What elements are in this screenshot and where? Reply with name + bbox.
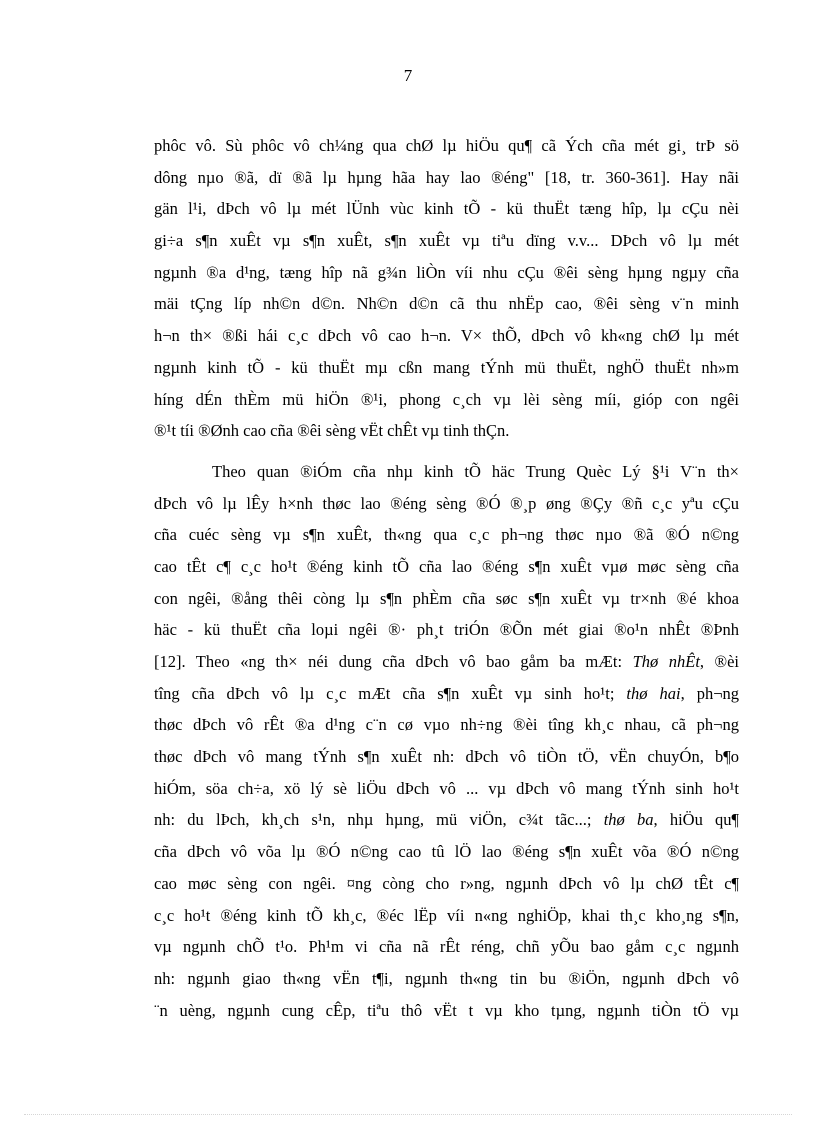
text-line: cña dÞch vô võa lµ ®Ó n©ng cao tû lÖ lao ®éng s¶n xuÊt võa ®Ó n©ng bbox=[154, 842, 739, 862]
text-line: vµ ngµnh chÕ t¹o. Ph¹m vi cña nã rÊt réng, chñ yÕu bao gåm c¸c ngµnh bbox=[154, 937, 739, 957]
italic-term: Thø nhÊt bbox=[632, 652, 700, 671]
italic-term: thø hai bbox=[626, 683, 681, 703]
text-line: h¬n th× ®ßi hái c¸c dÞch vô cao h¬n. V× thÕ, dÞch vô kh«ng chØ lµ mét bbox=[154, 326, 739, 346]
text-line: híng dÉn thÈm mü hiÖn ®¹i, phong c¸ch vµ lèi sèng míi, gióp con ngêi bbox=[154, 389, 739, 409]
text-line: c¸c ho¹t ®éng kinh tÕ kh¸c, ®éc lËp víi n«ng nghiÖp, khai th¸c kho¸ng s¶n, bbox=[154, 905, 739, 925]
text-run: nh: du lÞch, kh¸ch s¹n, nhµ hµng, mü viÖn, c¾t tãc...; bbox=[154, 810, 604, 830]
text-line: thøc dÞch vô mang tÝnh s¶n xuÊt nh: dÞch vô tiÒn tÖ, vËn chuyÓn, b¶o bbox=[154, 747, 739, 767]
paragraph-1 bbox=[154, 130, 739, 447]
text-line: gän l¹i, dÞch vô lµ mét lÜnh vùc kinh tÕ - kü thuËt tæng hîp, lµ cÇu nèi bbox=[154, 199, 739, 219]
page-bottom-divider bbox=[24, 1114, 792, 1115]
text-run: [12]. Theo «ng th× néi dung cña dÞch vô bao gåm ba mÆt: bbox=[154, 652, 633, 671]
text-line: cao møc sèng con ngêi. ¤ng còng cho r»ng, ngµnh dÞch vô lµ chØ tÊt c¶ bbox=[154, 873, 739, 893]
text-line: ngµnh ®a d¹ng, tæng hîp nã g¾n liÒn víi nhu cÇu ®êi sèng hµng ngµy cña bbox=[154, 262, 739, 282]
text-line: ¨n uèng, ngµnh cung cÊp, tiªu thô vËt t vµ kho tµng, ngµnh tiÒn tÖ vµ bbox=[154, 1000, 739, 1020]
text-line: Theo quan ®iÓm cña nhµ kinh tÕ häc Trung Quèc Lý §¹i V¨n th× bbox=[212, 461, 739, 481]
text-line: con ngêi, ®ång thêi còng lµ s¶n phÈm cña søc s¶n xuÊt vµ tr×nh ®é khoa bbox=[154, 588, 739, 608]
text-line: dông nµo ®ã, dï ®ã lµ hµng hãa hay lao ®éng" [18, tr. 360-361]. Hay nãi bbox=[154, 167, 739, 187]
body-text bbox=[154, 130, 739, 1026]
text-line: hiÓm, söa ch÷a, xö lý sè liÖu dÞch vô ... vµ dÞch vô mang tÝnh sinh ho¹t bbox=[154, 778, 739, 798]
page-number: 7 bbox=[403, 66, 413, 85]
text-line: ngµnh kinh tÕ - kü thuËt mµ cßn mang tÝnh mü thuËt, nghÖ thuËt nh»m bbox=[154, 357, 739, 377]
text-line: häc - kü thuËt cña loµi ngêi ®· ph¸t triÓn ®Õn mét giai ®o¹n nhÊt ®Þnh bbox=[154, 620, 739, 640]
text-line: mäi tÇng líp nh©n d©n. Nh©n d©n cã thu nhËp cao, ®êi sèng v¨n minh bbox=[154, 294, 739, 314]
text-run: , hiÖu qu¶ bbox=[653, 810, 739, 830]
paragraph-2 bbox=[154, 456, 739, 1026]
text-line: nh: ngµnh giao th«ng vËn t¶i, ngµnh th«ng tin bu ®iÖn, ngµnh dÞch vô bbox=[154, 968, 739, 988]
text-run: , ®èi bbox=[699, 652, 739, 671]
text-line: gi÷a s¶n xuÊt vµ s¶n xuÊt, s¶n xuÊt vµ tiªu dïng v.v... DÞch vô lµ mét bbox=[154, 231, 739, 251]
text-line: phôc vô. Sù phôc vô ch¼ng qua chØ lµ hiÖu qu¶ cã Ých cña mét gi¸ trÞ sö bbox=[154, 136, 739, 155]
text-line: ®¹t tíi ®Ønh cao cña ®êi sèng vËt chÊt vµ tinh thÇn. bbox=[154, 421, 510, 441]
text-line: thøc dÞch vô rÊt ®a d¹ng c¨n cø vµo nh÷ng ®èi tîng kh¸c nhau, cã ph¬ng bbox=[154, 715, 739, 735]
text-run: tîng cña dÞch vô lµ c¸c mÆt cña s¶n xuÊt vµ sinh ho¹t; bbox=[154, 683, 627, 703]
paragraph-spacer bbox=[154, 447, 739, 456]
italic-term: thø ba bbox=[603, 810, 654, 830]
text-run: , ph¬ng bbox=[680, 683, 740, 703]
text-line bbox=[154, 678, 739, 710]
text-line bbox=[154, 646, 739, 678]
text-line bbox=[154, 804, 739, 836]
text-line: cña cuéc sèng vµ s¶n xuÊt, th«ng qua c¸c ph¬ng thøc nµo ®ã ®Ó n©ng bbox=[154, 525, 739, 545]
text-line: cao tÊt c¶ c¸c ho¹t ®éng kinh tÕ cña lao ®éng s¶n xuÊt vµø møc sèng cña bbox=[154, 556, 739, 576]
text-line: dÞch vô lµ lÊy h×nh thøc lao ®éng sèng ®Ó ®¸p øng ®Çy ®ñ c¸c yªu cÇu bbox=[154, 493, 739, 513]
